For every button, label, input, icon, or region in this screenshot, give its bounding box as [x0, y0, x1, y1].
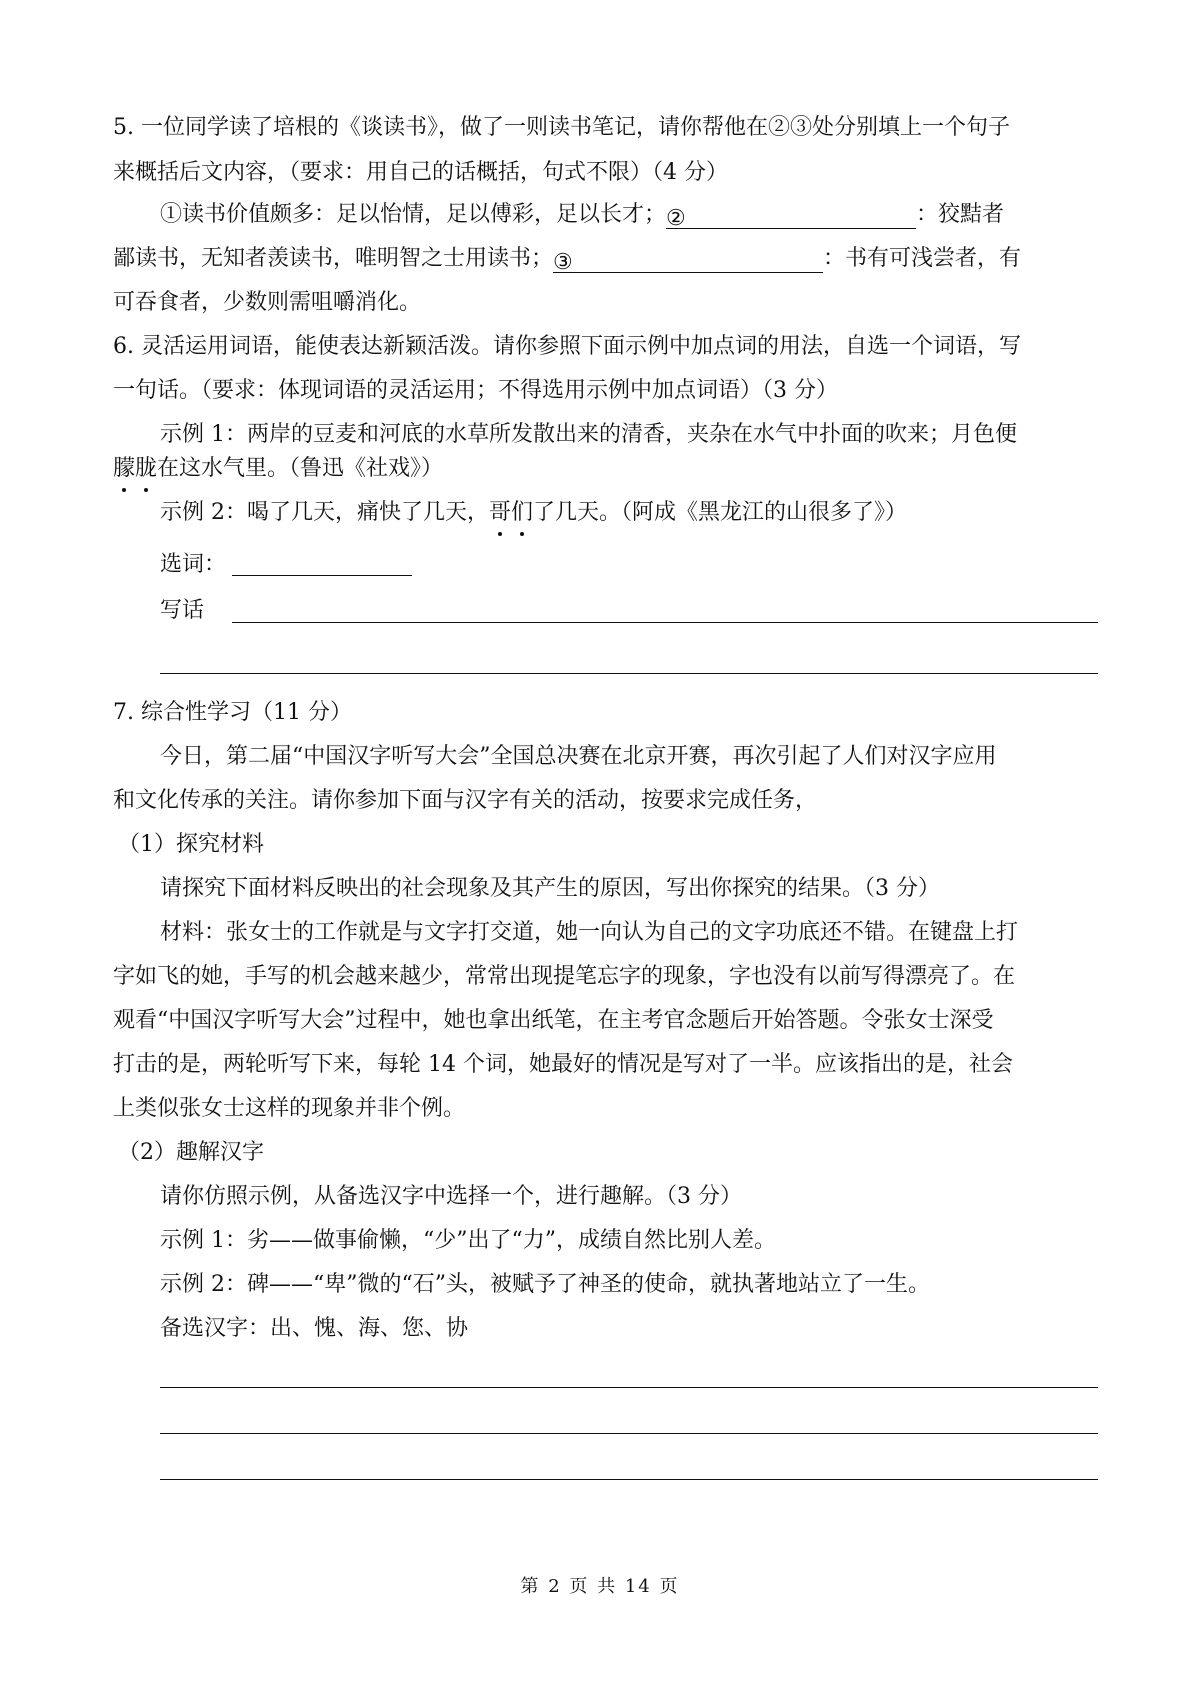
dotted-char: 朦: [113, 454, 135, 484]
q6-choose-word-line[interactable]: [232, 575, 412, 576]
q7-answer-line-1[interactable]: [160, 1387, 1098, 1388]
q6-example-1-rest: 在这水气里。（鲁迅《社戏》）: [157, 456, 444, 481]
q7-part-2-example-1: 示例 1：劣——做事偷懒，“少”出了“力”，成绩自然比别人差。: [160, 1228, 776, 1253]
q7-part-2-title: （2）趣解汉字: [118, 1140, 264, 1165]
q5-line-2: 来概括后文内容，（要求：用自己的话概括，句式不限）（4 分）: [113, 160, 728, 185]
q6-line-1: 6. 灵活运用词语，能使表达新颖活泼。请你参照下面示例中加点词的用法，自选一个词语，写: [113, 334, 1021, 359]
q7-answer-line-2[interactable]: [160, 1433, 1098, 1434]
dotted-char: 们: [511, 498, 533, 528]
q6-example-1-line-1: 示例 1：两岸的豆麦和河底的水草所发散出来的清香，夹杂在水气中扑面的吹来；月色便: [160, 422, 1017, 447]
q6-line-2: 一句话。（要求：体现词语的灵活运用；不得选用示例中加点词语）（3 分）: [113, 378, 838, 403]
q7-part-2-example-2: 示例 2：碑——“卑”微的“石”头，被赋予了神圣的使命，就执著地站立了一生。: [160, 1272, 930, 1297]
q5-blank-3[interactable]: [553, 248, 823, 273]
q5-mark-3: ③: [553, 250, 573, 275]
q6-choose-label: 选词：: [160, 552, 227, 577]
q6-example-2-text: 示例 2：喝了几天，痛快了几天，: [160, 500, 489, 525]
q7-material-line: 打击的是，两轮听写下来，每轮 14 个词，她最好的情况是写对了一半。应该指出的是，社会: [113, 1052, 1013, 1077]
q5-line-4-tail: ：书有可浅尝者，有: [823, 246, 1022, 271]
q5-mark-2: ②: [666, 206, 686, 231]
q5-blank-2[interactable]: [666, 204, 916, 229]
q7-part-2-task: 请你仿照示例，从备选汉字中选择一个，进行趣解。（3 分）: [160, 1184, 742, 1209]
q5-line-4-text: 鄙读书，无知者羡读书，唯明智之士用读书；: [113, 246, 554, 271]
q6-example-2: [160, 498, 907, 528]
q5-line-1: 5. 一位同学读了培根的《谈读书》，做了一则读书笔记，请你帮他在②③处分别填上一个句子: [113, 115, 1010, 140]
q5-line-3-tail: ：狡黠者: [916, 202, 1005, 227]
q6-example-1-line-2: [113, 454, 443, 484]
q5-line-3: [160, 200, 1004, 230]
dotted-char: 哥: [489, 498, 511, 528]
q7-material-line: 上类似张女士这样的现象并非个例。: [113, 1096, 466, 1121]
q6-example-2-tail: 了几天。（阿成《黑龙江的山很多了》）: [533, 500, 908, 525]
q7-material-line: 字如飞的她，手写的机会越来越少，常常出现提笔忘字的现象，字也没有以前写得漂亮了。在: [113, 964, 1016, 989]
q7-part-2-options: 备选汉字：出、愧、海、您、协: [160, 1316, 469, 1341]
q7-answer-line-3[interactable]: [160, 1479, 1098, 1480]
q7-intro-line-2: 和文化传承的关注。请你参加下面与汉字有关的活动，按要求完成任务，: [113, 788, 818, 813]
q7-material-line: 观看“中国汉字听写大会”过程中，她也拿出纸笔，在主考官念题后开始答题。令张女士深受: [113, 1008, 994, 1033]
q6-write-line-2[interactable]: [160, 673, 1098, 674]
dotted-char: 胧: [135, 454, 157, 484]
page-footer: 第 2 页 共 14 页: [520, 1576, 680, 1597]
q5-line-4: [113, 244, 1021, 274]
q6-write-label: 写话: [160, 598, 205, 623]
q7-material-line: 材料：张女士的工作就是与文字打交道，她一向认为自己的文字功底还不错。在键盘上打: [160, 920, 1019, 945]
q5-line-3-text: ①读书价值颇多：足以怡情，足以傅彩，足以长才；: [160, 202, 667, 227]
q7-title: 7. 综合性学习（11 分）: [113, 700, 352, 725]
q5-line-5: 可吞食者，少数则需咀嚼消化。: [113, 290, 422, 315]
q7-part-1-title: （1）探究材料: [118, 832, 264, 857]
q6-write-line-1[interactable]: [232, 622, 1098, 623]
q7-part-1-task: 请探究下面材料反映出的社会现象及其产生的原因，写出你探究的结果。（3 分）: [160, 876, 940, 901]
q7-intro-line-1: 今日，第二届“中国汉字听写大会”全国总决赛在北京开赛，再次引起了人们对汉字应用: [160, 744, 997, 769]
